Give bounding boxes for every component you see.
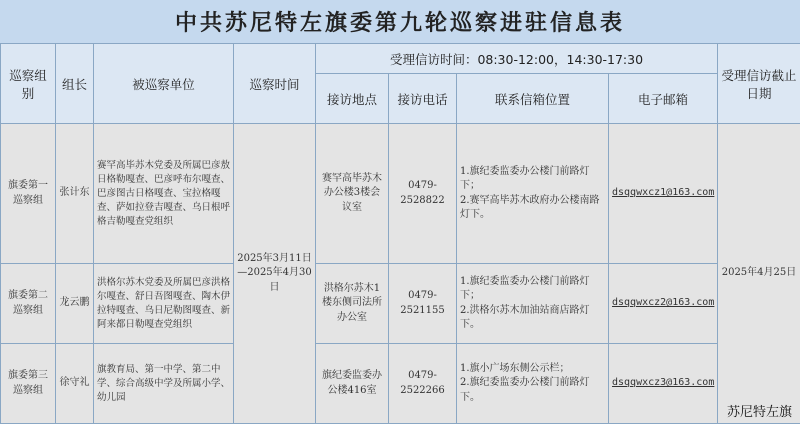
header-mailbox: 联系信箱位置: [457, 74, 609, 124]
header-email: 电子邮箱: [609, 74, 718, 124]
email-cell: [609, 264, 718, 344]
header-group: 巡察组别: [1, 44, 56, 124]
location-cell: 旗纪委监委办公楼416室: [316, 344, 389, 424]
table-row: [1, 344, 800, 424]
location-cell: 赛罕高毕苏木办公楼3楼会议室: [316, 124, 389, 264]
mailbox-line: 2.旗纪委监委办公楼门前路灯下。: [460, 376, 605, 405]
header-phone: 接访电话: [389, 74, 457, 124]
group-cell: 旗委第二巡察组: [1, 264, 56, 344]
leader-cell: 张计东: [56, 124, 94, 264]
brand-watermark: 苏尼特左旗: [727, 401, 792, 420]
email-link[interactable]: dsqqwxcz3@163.com: [612, 377, 714, 388]
phone-cell: 0479-2522266: [389, 344, 457, 424]
page-title: 中共苏尼特左旗委第九轮巡察进驻信息表: [175, 6, 625, 37]
mailbox-cell: [457, 124, 609, 264]
group-cell: 旗委第一巡察组: [1, 124, 56, 264]
header-row-1: [1, 44, 800, 74]
leader-cell: 徐守礼: [56, 344, 94, 424]
email-link[interactable]: dsqqwxcz1@163.com: [612, 187, 714, 198]
title-bar: [0, 0, 800, 44]
table-row: [1, 264, 800, 344]
leader-cell: 龙云鹏: [56, 264, 94, 344]
email-cell: [609, 344, 718, 424]
unit-cell: 赛罕高毕苏木党委及所属巴彦敖日格勒嘎查、巴彦呼布尔嘎查、巴彦图古日格嘎查、宝拉格嘎查、萨如拉登吉嘎查、乌日根呼格吉勒嘎查党组织: [94, 124, 234, 264]
mailbox-cell: [457, 264, 609, 344]
deadline-cell: 2025年4月25日: [718, 124, 800, 424]
header-hours: 受理信访时间：08:30-12:00，14:30-17:30: [316, 44, 718, 74]
mailbox-line: 2.洪格尔苏木加油站商店路灯下。: [460, 304, 605, 333]
header-leader: 组长: [56, 44, 94, 124]
mailbox-line: 2.赛罕高毕苏木政府办公楼南路灯下。: [460, 194, 605, 223]
location-cell: 洪格尔苏木1楼东侧司法所办公室: [316, 264, 389, 344]
table-row: [1, 124, 800, 264]
mailbox-line: 1.旗纪委监委办公楼门前路灯下；: [460, 165, 605, 194]
time-cell: 2025年3月11日—2025年4月30日: [234, 124, 316, 424]
mailbox-line: 1.旗小广场东侧公示栏；: [460, 362, 605, 377]
email-cell: [609, 124, 718, 264]
group-cell: 旗委第三巡察组: [1, 344, 56, 424]
email-link[interactable]: dsqqwxcz2@163.com: [612, 297, 714, 308]
header-location: 接访地点: [316, 74, 389, 124]
inspection-table: [0, 43, 800, 424]
mailbox-cell: [457, 344, 609, 424]
header-deadline: 受理信访截止日期: [718, 44, 800, 124]
phone-cell: 0479-2528822: [389, 124, 457, 264]
unit-cell: 洪格尔苏木党委及所属巴彦洪格尔嘎查、舒日吾图嘎查、陶木伊拉特嘎查、乌日尼勒图嘎查、新阿来都日勒嘎查党组织: [94, 264, 234, 344]
unit-cell: 旗教育局、第一中学、第二中学、综合高级中学及所属小学、幼儿园: [94, 344, 234, 424]
header-time: 巡察时间: [234, 44, 316, 124]
mailbox-line: 1.旗纪委监委办公楼门前路灯下；: [460, 275, 605, 304]
phone-cell: 0479-2521155: [389, 264, 457, 344]
header-unit: 被巡察单位: [94, 44, 234, 124]
